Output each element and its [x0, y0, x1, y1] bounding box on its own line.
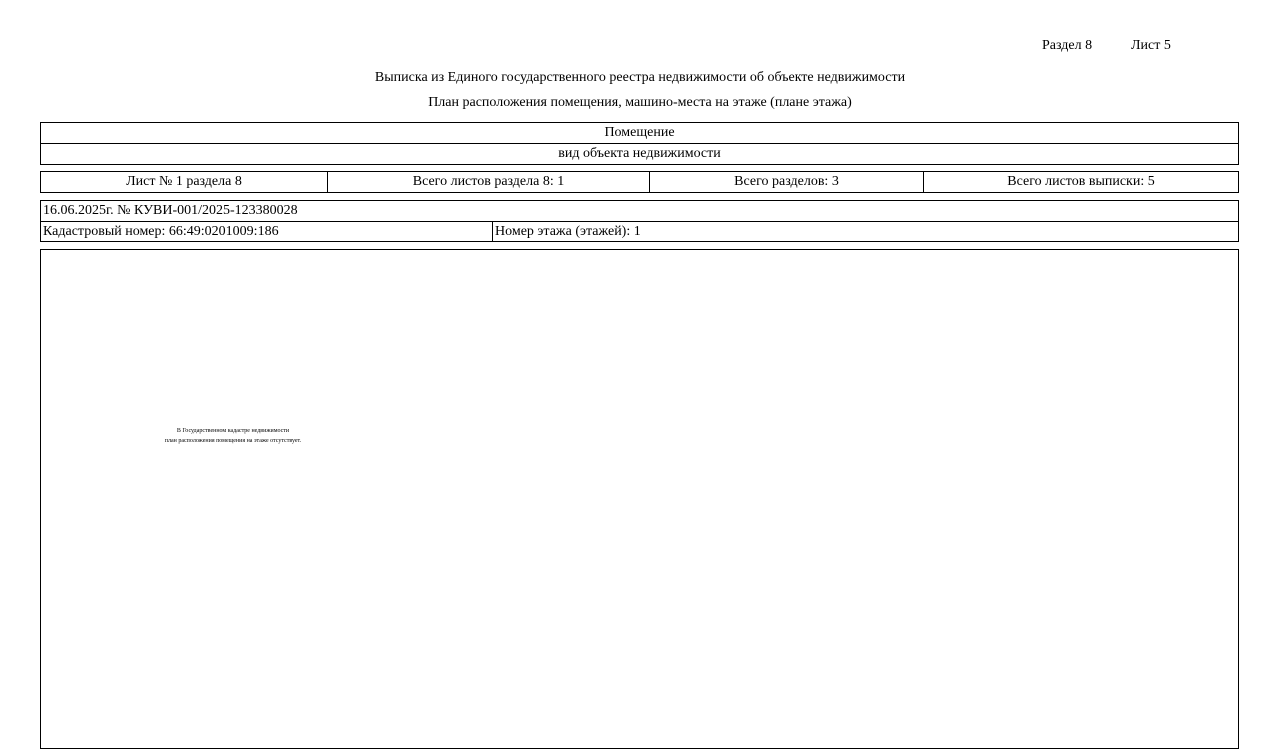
date-number-row: [41, 201, 1238, 221]
info-box: [40, 200, 1239, 242]
total-extract-sheets: Всего листов выписки: 5: [923, 172, 1238, 192]
floor-number: Номер этажа (этажей): 1: [495, 224, 641, 239]
plan-note-line1: В Государственном кадастре недвижимости: [176, 428, 290, 434]
total-sections: Всего разделов: 3: [649, 172, 923, 192]
date-number: 16.06.2025г. № КУВИ-001/2025-123380028: [43, 203, 298, 218]
object-kind: вид объекта недвижимости: [41, 143, 1238, 164]
cadastral-row: [41, 221, 1238, 242]
object-name: Помещение: [604, 125, 675, 140]
document-title: Выписка из Единого государственного реестра недвижимости об объекте недвижимости: [374, 70, 906, 85]
floor-cell: [493, 222, 641, 242]
plan-note-line2: план расположения помещения на этаже отсутствует.: [164, 438, 302, 444]
total-section-sheets: Всего листов раздела 8: 1: [327, 172, 649, 192]
sheet-of-section: Лист № 1 раздела 8: [126, 174, 242, 189]
sheets-box: [40, 171, 1239, 193]
section-label: Раздел 8: [1042, 38, 1093, 53]
document-subtitle: План расположения помещения, машино-места на этаже (плане этажа): [428, 95, 852, 110]
plan-note: [103, 426, 363, 446]
cadastral-cell: [41, 222, 493, 242]
object-box: [40, 122, 1239, 165]
cadastral-number: Кадастровый номер: 66:49:0201009:186: [43, 224, 279, 239]
plan-box: [40, 249, 1239, 749]
sheet-label: Лист 5: [1131, 38, 1171, 53]
